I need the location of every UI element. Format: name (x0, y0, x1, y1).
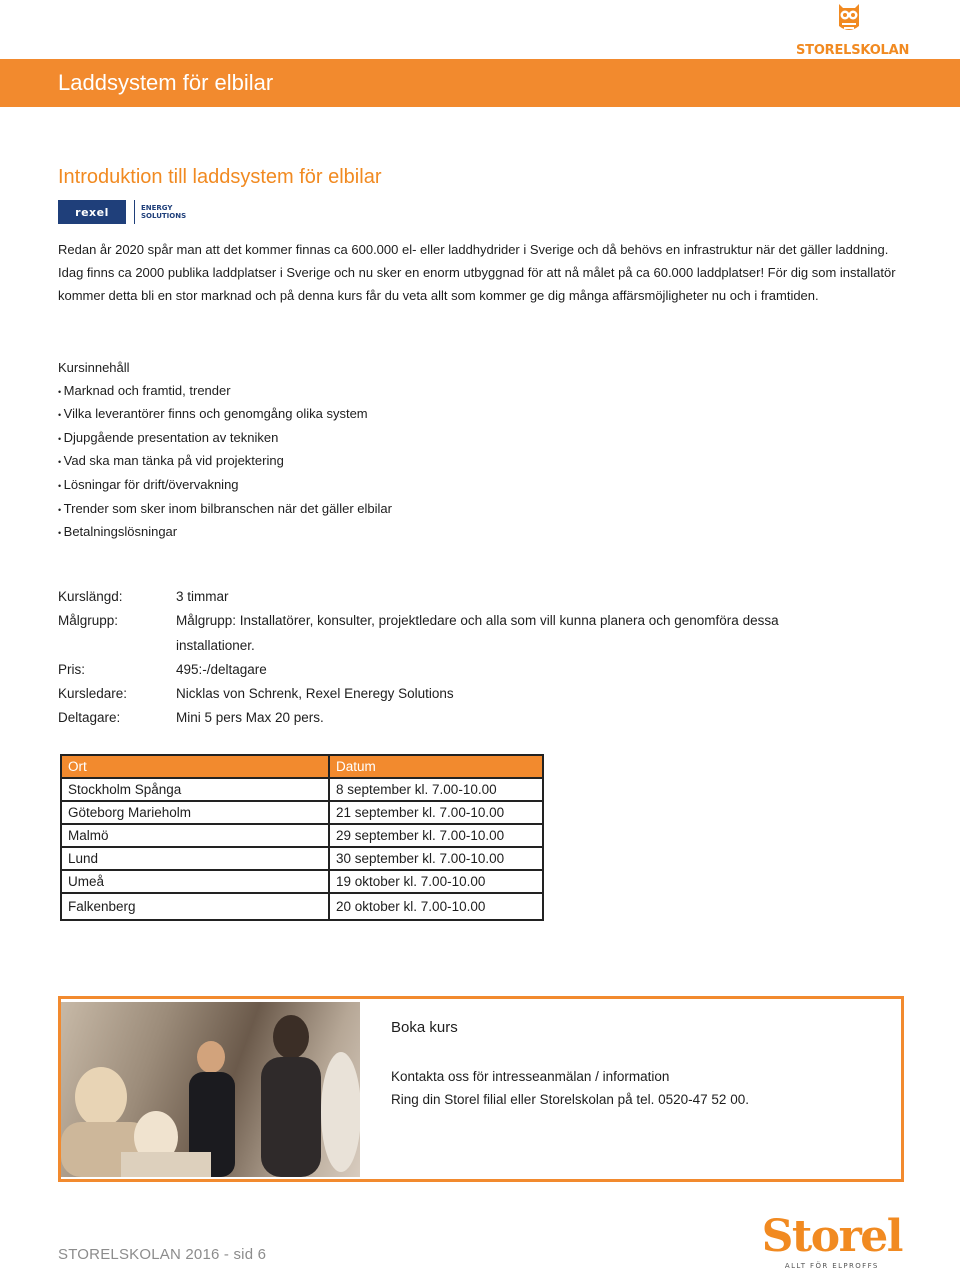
list-item: • Betalningslösningar (58, 521, 392, 545)
cell-ort: Malmö (61, 824, 329, 847)
page-title: Laddsystem för elbilar (58, 70, 274, 95)
cell-datum: 8 september kl. 7.00-10.00 (329, 778, 543, 801)
storel-tagline: ALLT FÖR ELPROFFS (784, 1262, 879, 1270)
cell-ort: Göteborg Marieholm (61, 801, 329, 824)
cell-ort: Stockholm Spånga (61, 778, 329, 801)
fact-label: Kurslängd: (58, 589, 123, 604)
logo-divider (134, 200, 135, 224)
storelskolan-logo (796, 2, 910, 58)
fact-row (58, 658, 816, 682)
schedule-table (60, 754, 544, 921)
cell-ort: Lund (61, 847, 329, 870)
course-facts (58, 585, 816, 731)
fact-value: 495:-/deltagare (176, 661, 267, 677)
booking-title: Boka kurs (391, 1019, 458, 1036)
fact-row (58, 682, 816, 706)
list-item: • Vad ska man tänka på vid projektering (58, 450, 392, 474)
table-row (61, 870, 543, 893)
fact-value: Nicklas von Schrenk, Rexel Eneregy Solutions (176, 686, 454, 702)
fact-label: Kursledare: (58, 686, 128, 702)
fact-label: Målgrupp: (58, 613, 119, 629)
fact-value: 3 timmar (176, 589, 229, 604)
course-content (58, 357, 392, 545)
fact-row (58, 609, 816, 658)
fact-label: Deltagare: (58, 710, 121, 726)
list-item: • Vilka leverantörer finns och genomgång olika system (58, 403, 392, 427)
storel-wordmark: Storel (761, 1211, 902, 1262)
cell-datum: 20 oktober kl. 7.00-10.00 (329, 893, 543, 920)
classroom-photo (61, 1002, 360, 1177)
fact-value: Målgrupp: Installatörer, konsulter, projektledare och alla som vill kunna planera och genomföra dessa installationer. (176, 613, 779, 653)
column-header-ort: Ort (61, 755, 329, 778)
column-header-datum: Datum (329, 755, 543, 778)
list-item: • Lösningar för drift/övervakning (58, 474, 392, 498)
booking-box (58, 996, 904, 1182)
photo-illustration (61, 1002, 360, 1177)
cell-datum: 30 september kl. 7.00-10.00 (329, 847, 543, 870)
table-row (61, 893, 543, 920)
rexel-subtitle: ENERGY SOLUTIONS (141, 204, 187, 220)
fact-row (58, 585, 816, 609)
booking-text (391, 1065, 749, 1111)
logo-text: STORELSKOLAN (796, 43, 910, 58)
table-row (61, 778, 543, 801)
booking-line: Kontakta oss för intresseanmälan / information (391, 1069, 670, 1084)
list-item: • Djupgående presentation av tekniken (58, 427, 392, 451)
cell-ort: Falkenberg (61, 893, 329, 920)
fact-label: Pris: (58, 661, 85, 677)
table-row (61, 801, 543, 824)
table-row (61, 847, 543, 870)
owl-icon (835, 2, 863, 34)
rexel-logo (58, 199, 186, 225)
table-header-row (61, 755, 543, 778)
course-content-heading: Kursinnehåll (58, 360, 130, 375)
fact-value: Mini 5 pers Max 20 pers. (176, 710, 324, 726)
intro-paragraph: Redan år 2020 spår man att det kommer finnas ca 600.000 el- eller laddhydrider i Sverige och då behövs en infrastruktur när det gäller laddning. Idag finns ca 2000 publika laddplatser i Sverige och nu sker en enorm utbyggnad för att nå målet på ca 60.000 laddplatser! För dig som installatör kommer detta bli en stor marknad och på denna kurs får du veta allt som kommer ge dig många affärsmöjligheter nu och i framtiden. (58, 242, 896, 303)
section-title: Introduktion till laddsystem för elbilar (58, 166, 382, 188)
course-content-list (58, 380, 392, 545)
cell-datum: 29 september kl. 7.00-10.00 (329, 824, 543, 847)
list-item: • Marknad och framtid, trender (58, 380, 392, 404)
booking-phone-line: Ring din Storel filial eller Storelskolan på tel. 0520-47 52 00. (391, 1092, 749, 1107)
cell-ort: Umeå (61, 870, 329, 893)
table-row (61, 824, 543, 847)
cell-datum: 19 oktober kl. 7.00-10.00 (329, 870, 543, 893)
page-footer: STORELSKOLAN 2016 - sid 6 (58, 1246, 267, 1263)
fact-row (58, 706, 816, 730)
title-banner (0, 59, 960, 107)
storel-logo (761, 1211, 902, 1270)
rexel-wordmark: rexel (58, 200, 126, 224)
cell-datum: 21 september kl. 7.00-10.00 (329, 801, 543, 824)
list-item: • Trender som sker inom bilbranschen när det gäller elbilar (58, 498, 392, 522)
